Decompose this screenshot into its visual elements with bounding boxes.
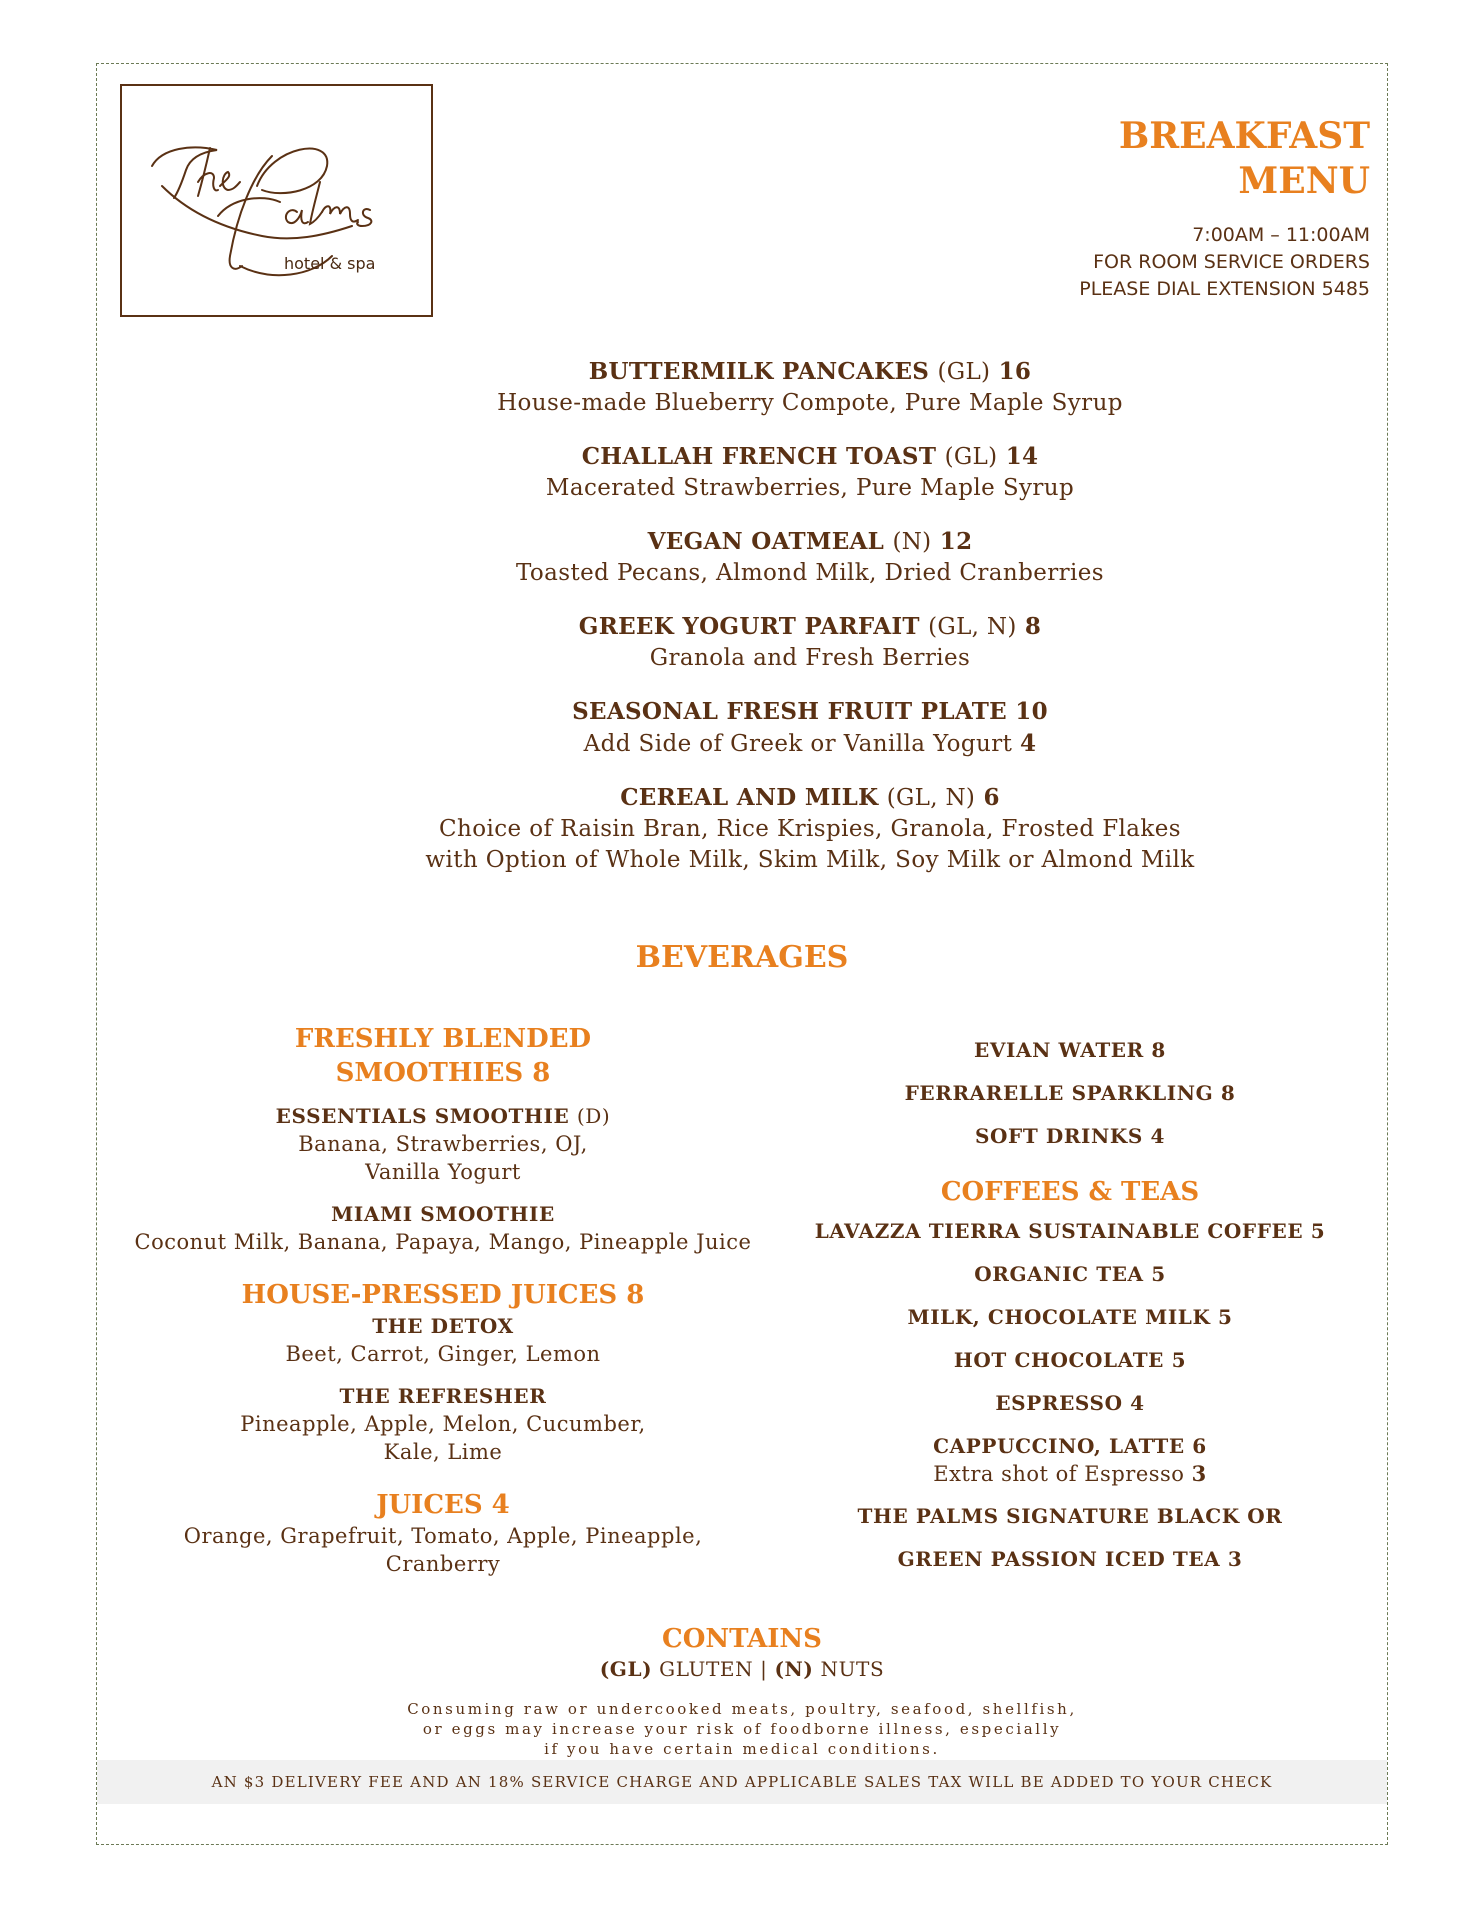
food-safety-warning	[0, 1699, 1484, 1759]
item-name: VEGAN OATMEAL	[647, 528, 885, 555]
warning-line-3: if you have certain medical conditions.	[544, 1740, 940, 1758]
smoothies-title	[128, 1022, 758, 1090]
smoothie-desc: Coconut Milk, Banana, Papaya, Mango, Pineapple Juice	[134, 1230, 752, 1254]
beverage-item: ESPRESSO 4	[995, 1391, 1145, 1415]
item-tag: (GL)	[944, 444, 998, 470]
menu-item	[380, 526, 1240, 589]
contains-title: CONTAINS	[662, 1624, 822, 1654]
logo-subtitle: hotel & spa	[284, 254, 376, 273]
item-description: House-made Blueberry Compote, Pure Maple Syrup	[497, 390, 1123, 416]
beverage-item: SOFT DRINKS 4	[974, 1124, 1166, 1148]
menu-item	[380, 356, 1240, 419]
juice-desc-2: Kale, Lime	[383, 1440, 503, 1464]
item-name: BUTTERMILK PANCAKES	[588, 358, 930, 385]
item-name: SEASONAL FRESH FRUIT PLATE	[572, 698, 1007, 725]
beverage-item: HOT CHOCOLATE 5	[953, 1348, 1187, 1372]
juices-title: JUICES 4	[376, 1490, 510, 1520]
item-name: GREEK YOGURT PARFAIT	[578, 613, 920, 640]
fee-notice: AN $3 DELIVERY FEE AND AN 18% SERVICE CHARGE AND APPLICABLE SALES TAX WILL BE ADDED TO YOUR CHECK	[97, 1760, 1387, 1804]
juices-desc-2: Cranberry	[385, 1552, 501, 1576]
warning-line-2: or eggs may increase your risk of foodborne illness, especially	[422, 1720, 1062, 1738]
beverage-item: MILK, CHOCOLATE MILK 5	[907, 1305, 1233, 1329]
menu-item	[380, 441, 1240, 504]
item-tag: (GL, N)	[886, 785, 976, 811]
title-line-1: BREAKFAST	[1118, 115, 1370, 157]
item-description: Macerated Strawberries, Pure Maple Syrup	[545, 475, 1075, 501]
item-description-2: with Option of Whole Milk, Skim Milk, Soy Milk or Almond Milk	[425, 847, 1195, 873]
gluten-code: (GL)	[599, 1657, 653, 1681]
hotel-logo	[120, 84, 433, 317]
warning-line-1: Consuming raw or undercooked meats, poultry, seafood, shellfish,	[407, 1700, 1077, 1718]
menu-item	[380, 696, 1240, 760]
smoothie-desc-2: Vanilla Yogurt	[365, 1160, 521, 1184]
smoothie-name: ESSENTIALS SMOOTHIE	[275, 1104, 570, 1128]
nuts-code: (N)	[774, 1657, 814, 1681]
smoothie-desc: Banana, Strawberries, OJ,	[298, 1132, 588, 1156]
item-price: 14	[1005, 443, 1039, 470]
menu-item	[380, 782, 1240, 876]
item-tag: (N)	[892, 529, 932, 555]
item-name: CHALLAH FRENCH TOAST	[581, 443, 937, 470]
beverages-right-column	[800, 1036, 1340, 1588]
gluten-text: GLUTEN |	[659, 1657, 768, 1681]
juices-desc: Orange, Grapefruit, Tomato, Apple, Pineapple,	[183, 1524, 703, 1548]
item-price: 16	[998, 358, 1032, 385]
beverage-item: LAVAZZA TIERRA SUSTAINABLE COFFEE 5	[814, 1219, 1326, 1243]
smoothies-title-line-1: FRESHLY BLENDED	[294, 1024, 592, 1054]
item-name: CEREAL AND MILK	[620, 784, 879, 811]
item-addon-price: 4	[1020, 730, 1037, 757]
pressed-juices-title: HOUSE-PRESSED JUICES 8	[241, 1280, 645, 1310]
palms-script-logo	[122, 86, 431, 315]
beverages-title: BEVERAGES	[635, 940, 849, 975]
room-service-line-2: PLEASE DIAL EXTENSION 5485	[1079, 278, 1370, 300]
beverage-item: FERRARELLE SPARKLING 8	[904, 1081, 1236, 1105]
beverages-left-column	[128, 1022, 758, 1578]
item-tag: (GL, N)	[928, 614, 1017, 640]
item-description: Add Side of Greek or Vanilla Yogurt	[583, 731, 1013, 757]
juice-name: THE DETOX	[372, 1314, 514, 1338]
cappuccino-desc: Extra shot of Espresso	[933, 1462, 1185, 1486]
title-line-2: MENU	[1238, 160, 1370, 202]
iced-tea-line-2: GREEN PASSION ICED TEA 3	[897, 1547, 1243, 1571]
hours-text: 7:00AM – 11:00AM	[1192, 224, 1370, 246]
allergen-legend	[0, 1622, 1484, 1682]
cappuccino-addon-price: 3	[1191, 1461, 1207, 1486]
beverage-item: EVIAN WATER 8	[974, 1038, 1166, 1062]
beverage-item: ORGANIC TEA 5	[974, 1262, 1166, 1286]
service-hours	[1079, 222, 1370, 303]
coffees-title: COFFEES & TEAS	[940, 1177, 1200, 1207]
menu-item	[380, 611, 1240, 674]
item-description: Choice of Raisin Bran, Rice Krispies, Granola, Frosted Flakes	[439, 816, 1181, 842]
smoothies-title-line-2: SMOOTHIES 8	[335, 1058, 551, 1088]
item-description: Toasted Pecans, Almond Milk, Dried Cranberries	[515, 560, 1105, 586]
item-tag: (GL)	[937, 359, 991, 385]
item-price: 12	[939, 528, 973, 555]
page-title	[1119, 114, 1370, 204]
nuts-text: NUTS	[820, 1657, 885, 1681]
item-price: 6	[983, 784, 1000, 811]
juice-desc: Pineapple, Apple, Melon, Cucumber,	[240, 1412, 646, 1436]
breakfast-items	[380, 356, 1240, 898]
item-price: 8	[1024, 613, 1042, 640]
iced-tea-line-1: THE PALMS SIGNATURE BLACK OR	[857, 1504, 1283, 1528]
smoothie-tag: (D)	[576, 1104, 611, 1128]
juice-desc: Beet, Carrot, Ginger, Lemon	[285, 1342, 601, 1366]
room-service-line-1: FOR ROOM SERVICE ORDERS	[1093, 251, 1370, 273]
beverage-item: CAPPUCCINO, LATTE 6	[933, 1434, 1207, 1458]
item-description: Granola and Fresh Berries	[649, 645, 971, 671]
juice-name: THE REFRESHER	[339, 1384, 547, 1408]
item-price: 10	[1015, 698, 1048, 725]
smoothie-name: MIAMI SMOOTHIE	[331, 1202, 555, 1226]
